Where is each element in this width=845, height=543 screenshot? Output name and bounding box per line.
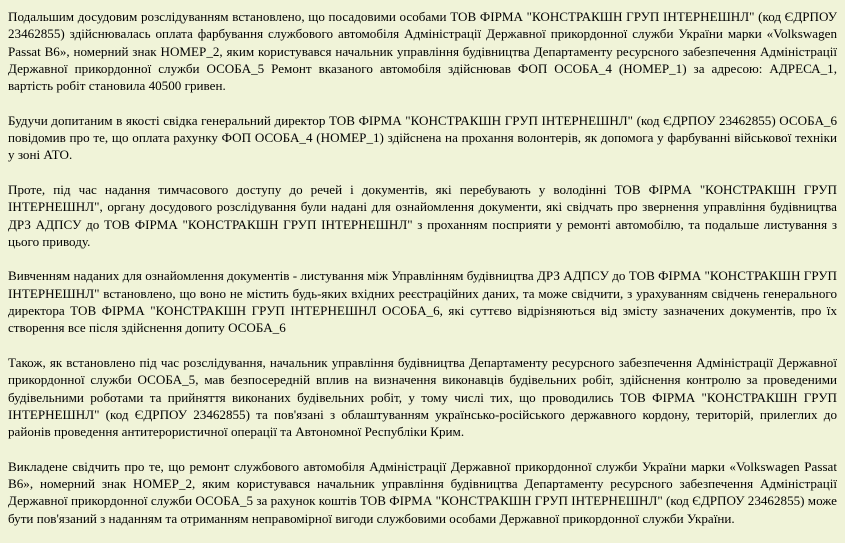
paragraph-1: Подальшим досудовим розслідуванням встановлено, що посадовими особами ТОВ ФІРМА "КОНСТРАКШН ГРУП ІНТЕРНЕШНЛ" (код ЄДРПОУ 23462855) здійснювалась оплата фарбування службового автомобіля Адміністрації Державної прикордонної служби України марки «Volkswagen Passat B6», номерний знак НОМЕР_2, яким користувався начальник управління будівництва Департаменту ресурсного забезпечення Адміністрації Державної прикордонної служби ОСОБА_5 Ремонт вказаного автомобіля здійснював ФОП ОСОБА_4 (НОМЕР_1) за адресою: АДРЕСА_1, вартість робіт становила 40500 гривен. [8,9,837,94]
paragraph-2: Будучи допитаним в якості свідка генеральний директор ТОВ ФІРМА "КОНСТРАКШН ГРУП ІНТЕРНЕШНЛ" (код ЄДРПОУ 23462855) ОСОБА_6 повідомив про те, що оплата рахунку ФОП ОСОБА_4 (НОМЕР_1) здійснена на прохання волонтерів, як допомога у фарбуванні військової техніки у зоні АТО. [8,112,837,163]
paragraph-3: Проте, під час надання тимчасового доступу до речей і документів, які перебувають у володінні ТОВ ФІРМА "КОНСТРАКШН ГРУП ІНТЕРНЕШНЛ", органу досудового розслідування були надані для ознайомлення документи, які свідчать про звернення управління будівництва ДРЗ АДПСУ до ТОВ ФІРМА "КОНСТРАКШН ГРУП ІНТЕРНЕШНЛ" з проханням посприяти у ремонті автомобілю, та подальше листування з цього приводу. [8,181,837,249]
paragraph-4: Вивченням наданих для ознайомлення документів - листування між Управлінням будівництва ДРЗ АДПСУ до ТОВ ФІРМА "КОНСТРАКШН ГРУП ІНТЕРНЕШНЛ" встановлено, що воно не містить будь-яких вхідних реєстраційних даних, та може свідчити, з урахуванням свідчень генерального директора ТОВ ФІРМА "КОНСТРАКШН ГРУП ІНТЕРНЕШНЛ ОСОБА_6, які суттєво відрізняються від змісту зазначених документів, про їх створення все після здійснення допиту ОСОБА_6 [8,268,837,336]
paragraph-5: Також, як встановлено під час розслідування, начальник управління будівництва Департаменту ресурсного забезпечення Адміністрації Державної прикордонної служби ОСОБА_5, мав безпосередній вплив на визначення виконавців будівельних робіт, здійснення контролю за проведеними будівельними роботами та прийняття виконаних будівельних робіт, у тому числі тих, що проводились ТОВ ФІРМА "КОНСТРАКШН ГРУП ІНТЕРНЕШНЛ" (код ЄДРПОУ 23462855) та пов'язані з облаштуванням українсько-російського державного кордону, територій, прилеглих до районів проведення антитерористичної операції та Автономної Республіки Крим. [8,354,837,440]
paragraph-6: Викладене свідчить про те, що ремонт службового автомобіля Адміністрації Державної прикордонної служби України марки «Volkswagen Passat B6», номерний знак НОМЕР_2, яким користувався начальник управління будівництва Департаменту ресурсного забезпечення Адміністрації Державної прикордонної служби ОСОБА_5 за рахунок коштів ТОВ ФІРМА "КОНСТРАКШН ГРУП ІНТЕРНЕШНЛ" (код ЄДРПОУ 23462855) може бути пов'язаний з наданням та отриманням неправомірної вигоди службовими особами Державної прикордонної служби України. [8,458,837,526]
